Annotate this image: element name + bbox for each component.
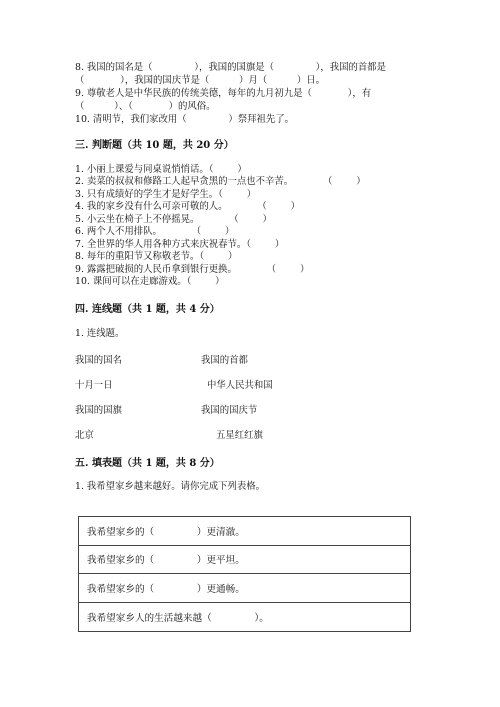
q8-line2: （ ），我国的国庆节是（ ）月（ ）日。 [75,75,326,86]
match-right-item: 中华人民共和国 [207,380,273,391]
q10-line: 10. 清明节，我们家改用（ ）祭拜祖先了。 [75,114,294,125]
q9-line1: 9. 尊敬老人是中华民族的传统美德，每年的九月初九是（ ），有 [75,88,372,99]
judge-heading: 三. 判断题（共 10 题，共 20 分） [75,140,234,151]
judge-item: 5. 小云坐在椅子上不停摇晃。 （ ） [75,213,272,225]
table-row: 我希望家乡的（ ）更清澈。 [79,517,410,546]
judge-item: 2. 卖菜的叔叔和修路工人起早贪黑的一点也不辛苦。 （ ） [75,176,366,187]
table-row: 我希望家乡的（ ）更通畅。 [79,574,410,603]
judge-item: 6. 两个人不用排队。 （ ） [75,226,235,237]
match-left-item: 北京 [75,430,94,441]
table-intro: 1. 我希望家乡越来越好。请你完成下列表格。 [75,481,266,492]
judge-item: 7. 全世界的华人用各种方式来庆祝春节。（ ） [75,238,285,250]
match-left-item: 我国的国旗 [75,405,122,416]
judge-item: 1. 小丽上课爱与同桌说悄悄话。（ ） [75,164,247,175]
match-right-item: 五星红红旗 [216,430,263,441]
judge-item: 9. 露露把破损的人民币拿到银行更换。 （ ） [75,263,310,275]
match-left-item: 我国的国名 [75,355,122,366]
q8-line1: 8. 我国的国名是（ ），我国的国旗是（ ），我国的首都是 [75,62,386,73]
table-row: 我希望家乡的（ ）更平坦。 [79,546,410,575]
judge-item: 10. 课间可以在走廊游戏。（ ） [75,276,225,287]
match-left-item: 十月一日 [75,380,113,391]
q9-line2: （ ）、（ ）的风俗。 [75,101,216,112]
judge-item: 8. 每年的重阳节又称敬老节。（ ） [75,251,238,262]
match-right-item: 我国的国庆节 [201,405,258,416]
match-heading: 四. 连线题（共 1 题，共 4 分） [75,304,220,315]
judge-item: 4. 我的家乡没有什么可亲可敬的人。 （ ） [75,201,300,212]
table-row: 我希望家乡人的生活越来越（ ）。 [87,612,269,624]
fill-table [78,516,411,632]
judge-item: 3. 只有成绩好的学生才是好学生。（ ） [75,188,257,200]
match-intro: 1. 连线题。 [75,328,125,339]
table-heading: 五. 填表题（共 1 题，共 8 分） [75,458,220,469]
match-right-item: 我国的首都 [201,355,248,366]
